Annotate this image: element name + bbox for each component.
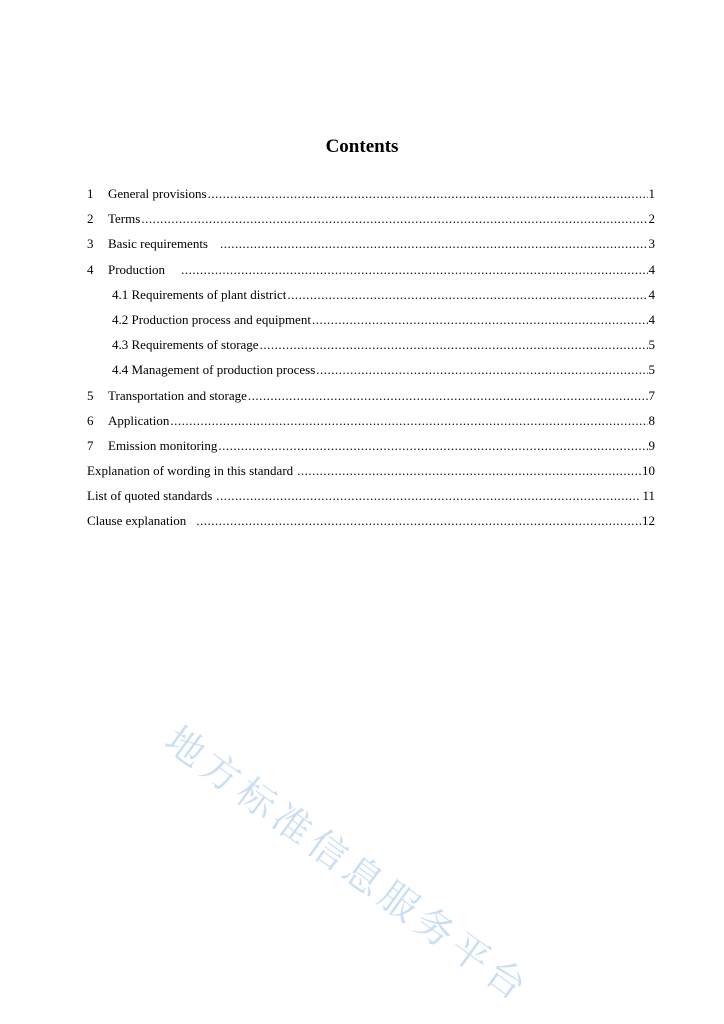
toc-label: Transportation and storage xyxy=(108,387,247,403)
toc-entry-transportation[interactable] xyxy=(87,388,655,413)
toc-label: 4.1 Requirements of plant district xyxy=(112,286,287,302)
toc-entry-general-provisions[interactable] xyxy=(87,186,655,211)
toc-entry-quoted-standards[interactable] xyxy=(87,488,655,513)
toc-label: 4.2 Production process and equipment xyxy=(112,311,311,327)
toc-entry-clause-explanation[interactable] xyxy=(87,513,655,538)
toc-entry-application[interactable] xyxy=(87,413,655,438)
toc-label: Explanation of wording in this standard xyxy=(87,463,294,479)
toc-leader xyxy=(260,337,648,353)
toc-page: 5 xyxy=(648,362,655,378)
toc-leader xyxy=(248,388,648,404)
toc-entry-emission-monitoring[interactable] xyxy=(87,438,655,463)
toc-number: 7 xyxy=(87,437,94,453)
toc-leader xyxy=(141,211,647,227)
toc-label: Application xyxy=(108,412,170,428)
toc-entry-production-process[interactable] xyxy=(87,312,655,337)
toc-leader xyxy=(181,262,647,278)
toc-label: General provisions xyxy=(108,186,207,201)
toc-number: 4 xyxy=(87,261,94,277)
toc-number: 6 xyxy=(87,412,94,428)
toc-leader xyxy=(312,312,648,328)
toc-page: 4 xyxy=(648,286,655,302)
toc-number: 2 xyxy=(87,211,94,227)
toc-page: 3 xyxy=(648,236,655,252)
toc-number: 1 xyxy=(87,186,94,201)
toc-label: Basic requirements xyxy=(108,236,208,252)
toc-entry-plant-district[interactable] xyxy=(87,287,655,312)
toc-page: 10 xyxy=(642,463,655,479)
toc-leader xyxy=(208,186,648,202)
toc-label: Production xyxy=(108,261,166,277)
toc-leader xyxy=(287,287,647,303)
toc-entry-production[interactable] xyxy=(87,262,655,287)
toc-number: 5 xyxy=(87,387,94,403)
watermark: 地方标准信息服务平台 xyxy=(157,717,539,1012)
toc-leader xyxy=(220,236,648,252)
toc-page: 4 xyxy=(648,261,655,277)
toc-page: 9 xyxy=(648,437,655,453)
toc-page: 7 xyxy=(648,387,655,403)
toc-page: 2 xyxy=(648,211,655,227)
page-title: Contents xyxy=(325,136,399,157)
toc-label: Clause explanation xyxy=(87,513,187,529)
toc-leader xyxy=(316,362,647,378)
toc-entry-process-management[interactable] xyxy=(87,362,655,387)
toc-label: 4.4 Management of production process xyxy=(112,362,316,378)
toc-page: 5 xyxy=(648,337,655,353)
toc-leader xyxy=(170,413,647,429)
toc-page: 8 xyxy=(648,412,655,428)
table-of-contents xyxy=(87,186,655,539)
toc-entry-terms[interactable] xyxy=(87,211,655,236)
toc-page: 1 xyxy=(648,186,655,201)
toc-page: 11 xyxy=(642,488,655,504)
toc-leader xyxy=(196,513,641,529)
toc-entry-explanation-of-wording[interactable] xyxy=(87,463,655,488)
toc-leader xyxy=(218,438,647,454)
toc-page: 12 xyxy=(642,513,655,529)
toc-number: 3 xyxy=(87,236,94,252)
toc-label: Terms xyxy=(108,211,141,227)
toc-entry-basic-requirements[interactable] xyxy=(87,236,655,261)
toc-page: 4 xyxy=(648,311,655,327)
toc-entry-storage-requirements[interactable] xyxy=(87,337,655,362)
toc-label: 4.3 Requirements of storage xyxy=(112,337,259,353)
toc-leader xyxy=(297,463,641,479)
toc-label: Emission monitoring xyxy=(108,437,218,453)
toc-label: List of quoted standards xyxy=(87,488,213,504)
toc-leader xyxy=(216,488,641,504)
